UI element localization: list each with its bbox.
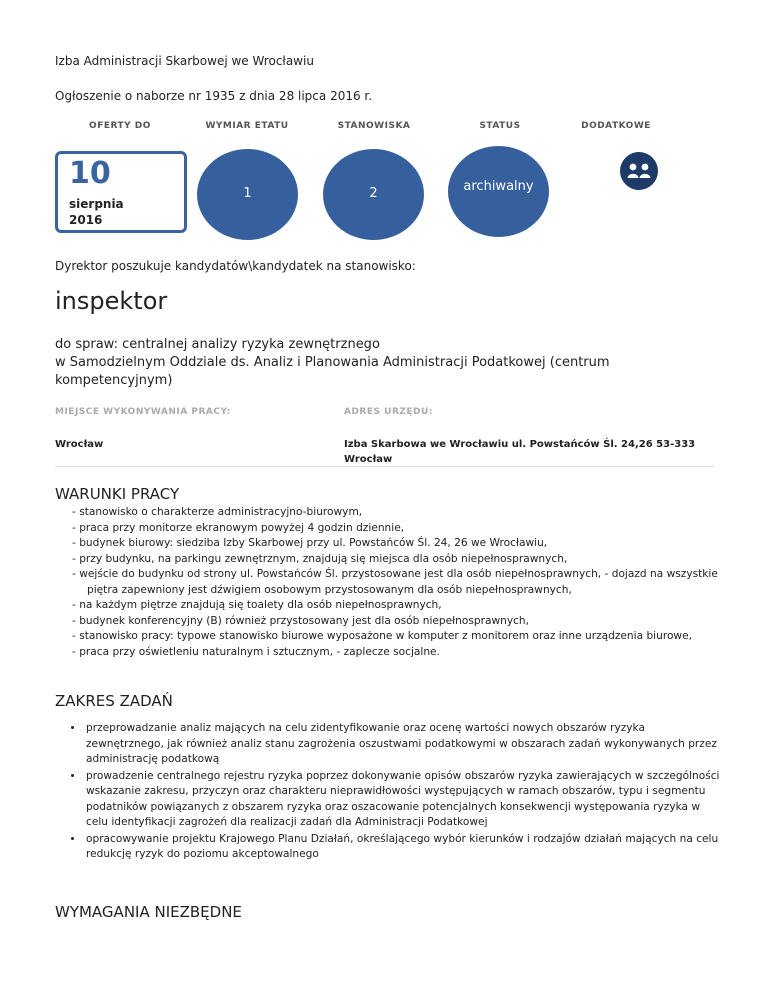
list-item: - praca przy oświetleniu naturalnym i sztucznym, - zaplecze socjalne. (72, 645, 440, 658)
list-item: - budynek konferencyjny (B) również przystosowany jest dla osób niepełnosprawnych, (72, 614, 530, 627)
duties-heading: ZAKRES ZADAŃ (55, 692, 173, 710)
place-label: MIEJSCE WYKONYWANIA PRACY: (55, 407, 231, 417)
status-circle (448, 146, 549, 237)
conditions-list (72, 505, 722, 660)
deadline-month: sierpnia (69, 197, 124, 211)
list-item: - budynek biurowy: siedziba Izby Skarbowej przy ul. Powstańców Śl. 24, 26 we Wrocławiu, (72, 537, 548, 549)
requirements-heading: WYMAGANIA NIEZBĘDNE (55, 903, 242, 921)
list-item: • prowadzenie centralnego rejestru ryzyka poprzez dokonywanie opisów obszarów ryzyka zawierających w szczególności wskazanie zakresu, przyczyn oraz charakteru nieprawidłowości występujących w ramach obszarów, typu i segmentu podatników powiązanych z obszarem ryzyka oraz oszacowanie potencjalnych konsekwencji występowania ryzyka w celu identyfikacji zagrożeń dla realizacji zadań dla Administracji Podatkowej (84, 769, 724, 831)
work-time-circle (197, 149, 298, 240)
job-title: inspektor (55, 287, 168, 315)
conditions-heading: WARUNKI PRACY (55, 485, 180, 503)
stat-label-status: STATUS (479, 121, 521, 131)
institution-name: Izba Administracji Skarbowej we Wrocławiu (55, 54, 314, 68)
deadline-year: 2016 (69, 213, 103, 227)
list-item: • przeprowadzanie analiz mających na celu zidentyfikowanie oraz ocenę wartości nowych obszarów ryzyka zewnętrznego, jak również analiz stanu zagrożenia oszustwami podatkowymi w obszarach zadań wykonywanych przez administrację podatkową (84, 721, 724, 768)
job-subtitle-line2: w Samodzielnym Oddziale ds. Analiz i Planowania Administracji Podatkowej (centrum kompetencyjnym) (55, 355, 610, 388)
work-time-value: 1 (243, 186, 252, 201)
job-subtitle-line1: do spraw: centralnej analizy ryzyka zewnętrznego (55, 337, 380, 352)
list-item: - stanowisko o charakterze administracyjno-biurowym, (72, 506, 363, 518)
stat-label-extra: DODATKOWE (581, 121, 651, 131)
deadline-day: 10 (69, 156, 111, 191)
deadline-date-box (55, 151, 187, 233)
stat-label-offers-until: OFERTY DO (89, 121, 151, 131)
positions-circle (323, 149, 424, 240)
address-value: Izba Skarbowa we Wrocławiu ul. Powstańców Śl. 24,26 53-333 Wrocław (344, 439, 696, 465)
announcement-title: Ogłoszenie o naborze nr 1935 z dnia 28 lipca 2016 r. (55, 89, 373, 103)
list-item: • opracowywanie projektu Krajowego Planu Działań, określającego wybór kierunków i rodzajów działań mających na celu redukcję ryzyk do poziomu akceptowalnego (84, 832, 724, 863)
place-value: Wrocław (55, 439, 104, 450)
job-subtitle (55, 336, 675, 390)
location-divider (55, 466, 714, 467)
list-item: - na każdym piętrze znajdują się toalety dla osób niepełnosprawnych, (72, 599, 442, 611)
stat-label-work-time: WYMIAR ETATU (205, 121, 289, 131)
list-item: - praca przy monitorze ekranowym powyżej 4 godzin dziennie, (72, 521, 405, 534)
job-intro: Dyrektor poszukuje kandydatów\kandydatek na stanowisko: (55, 259, 416, 273)
list-item: - wejście do budynku od strony ul. Powstańców Śl. przystosowane jest dla osób niepełnosprawnych, - dojazd na wszystkie piętra zapewniony jest dźwigiem osobowym przystosowanym dla osób niepełnosprawnych, (72, 568, 718, 596)
stat-label-positions: STANOWISKA (337, 121, 411, 131)
people-icon[interactable] (620, 152, 658, 190)
list-item: - przy budynku, na parkingu zewnętrznym, znajdują się miejsca dla osób niepełnosprawnych, (72, 552, 568, 565)
deadline-month-year (69, 196, 124, 228)
positions-value: 2 (369, 186, 378, 201)
address-label: ADRES URZĘDU: (344, 407, 433, 417)
list-item: - stanowisko pracy: typowe stanowisko biurowe wyposażone w komputer z monitorem oraz inne urządzenia biurowe, (72, 630, 692, 642)
duties-list (72, 721, 724, 864)
status-value: archiwalny (463, 179, 534, 194)
